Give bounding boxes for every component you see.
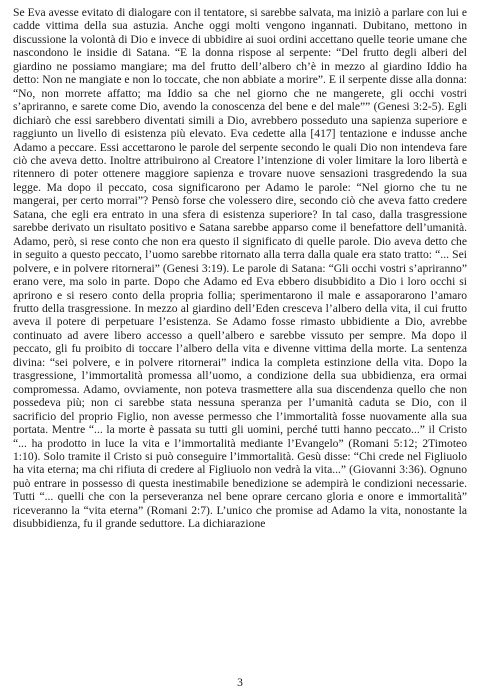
body-paragraph: Se Eva avesse evitato di dialogare con il tentatore, si sarebbe salvata, ma iniziò a parlare con lui e cadde vittima della sua astuzia. Anche oggi molti vengono ingannati. Dubitano, mettono in discussione la volontà di Dio e invece di ubbidire ai suoi ordini accettano quelle teorie umane che nascondono le insidie di Satana. “E la donna rispose al serpente: “Del frutto degli alberi del giardino ne possiamo mangiare; ma del frutto dell’albero ch’è in mezzo al giardino Iddio ha detto: Non ne mangiate e non lo toccate, che non abbiate a morire”. E il serpente disse alla donna: “No, non morrete affatto; ma Iddio sa che nel giorno che ne mangerete, gli occhi vostri s’apriranno, e sarete come Dio, avendo la conoscenza del bene e del male”” (Genesi 3:2-5). Egli dichiarò che essi sarebbero diventati simili a Dio, avrebbero posseduto una sapienza superiore e raggiunto un livello di esistenza più elevato. Eva cedette alla [417] tentazione e indusse anche Adamo a peccare. Essi accettarono le parole del serpente secondo le quali Dio non intendeva fare ciò che aveva detto. Inoltre attribuirono al Creatore l’intenzione di voler limitare la loro libertà e ritennero di poter ottenere maggiore sapienza e trovare nuove sensazioni trasgredendo la sua legge. Ma dopo il peccato, cosa significarono per Adamo le parole: “Nel giorno che tu ne mangerai, per certo morrai”? Pensò forse che volessero dire, secondo ciò che aveva fatto credere Satana, che egli era entrato in una sfera di esistenza superiore? In tal caso, dalla trasgressione sarebbe derivato un risultato positivo e Satana sarebbe apparso come il benefattore dell’umanità. Adamo, però, si rese conto che non era questo il significato di quelle parole. Dio aveva detto che in seguito a questo peccato, l’uomo sarebbe ritornato alla terra dalla quale era stato tratto: “... Sei polvere, e in polvere ritornerai” (Genesi 3:19). Le parole di Satana: “Gli occhi vostri s’apriranno” erano vere, ma solo in parte. Dopo che Adamo ed Eva ebbero disubbidito a Dio i loro occhi si aprirono e si resero conto della propria follia; sperimentarono il male e assaporarono l’amaro frutto della trasgressione. In mezzo al giardino dell’Eden cresceva l’albero della vita, il cui frutto aveva il potere di perpetuare l’esistenza. Se Adamo fosse rimasto ubbidiente a Dio, avrebbe continuato ad avere libero accesso a quell’albero e sarebbe vissuto per sempre. Ma dopo il peccato, gli fu proibito di toccare l’albero della vita e divenne vittima della morte. La sentenza divina: “sei polvere, e in polvere ritornerai” indica la completa estinzione della vita. Dopo la trasgressione, l’immortalità promessa all’uomo, a condizione della sua ubbidienza, era ormai compromessa. Adamo, ovviamente, non poteva trasmettere alla sua discendenza quello che non possedeva più; non ci sarebbe stata nessuna speranza per l’umanità caduta se Dio, con il sacrificio del proprio Figlio, non avesse permesso che l’immortalità fosse nuovamente alla sua portata. Mentre “... la morte è passata su tutti gli uomini, perché tutti hanno peccato...” il Cristo “... ha prodotto in luce la vita e l’immortalità mediante l’Evangelo” (Romani 5:12; 2Timoteo 1:10). Solo tramite il Cristo si può conseguire l’immortalità. Gesù disse: “Chi crede nel Figliuolo ha vita eterna; ma chi rifiuta di credere al Figliuolo non vedrà la vita...” (Giovanni 3:36). Ognuno può entrare in possesso di questa inestimabile benedizione se adempirà le condizioni necessarie. Tutti “... quelli che con la perseveranza nel bene oprare cercano gloria e onore e immortalità” riceveranno la “vita eterna” (Romani 2:7). L’unico che promise ad Adamo la vita, nonostante la disubbidienza, fu il grande seduttore. La dichiarazione [13, 6, 467, 531]
page-number: 3 [237, 677, 243, 689]
